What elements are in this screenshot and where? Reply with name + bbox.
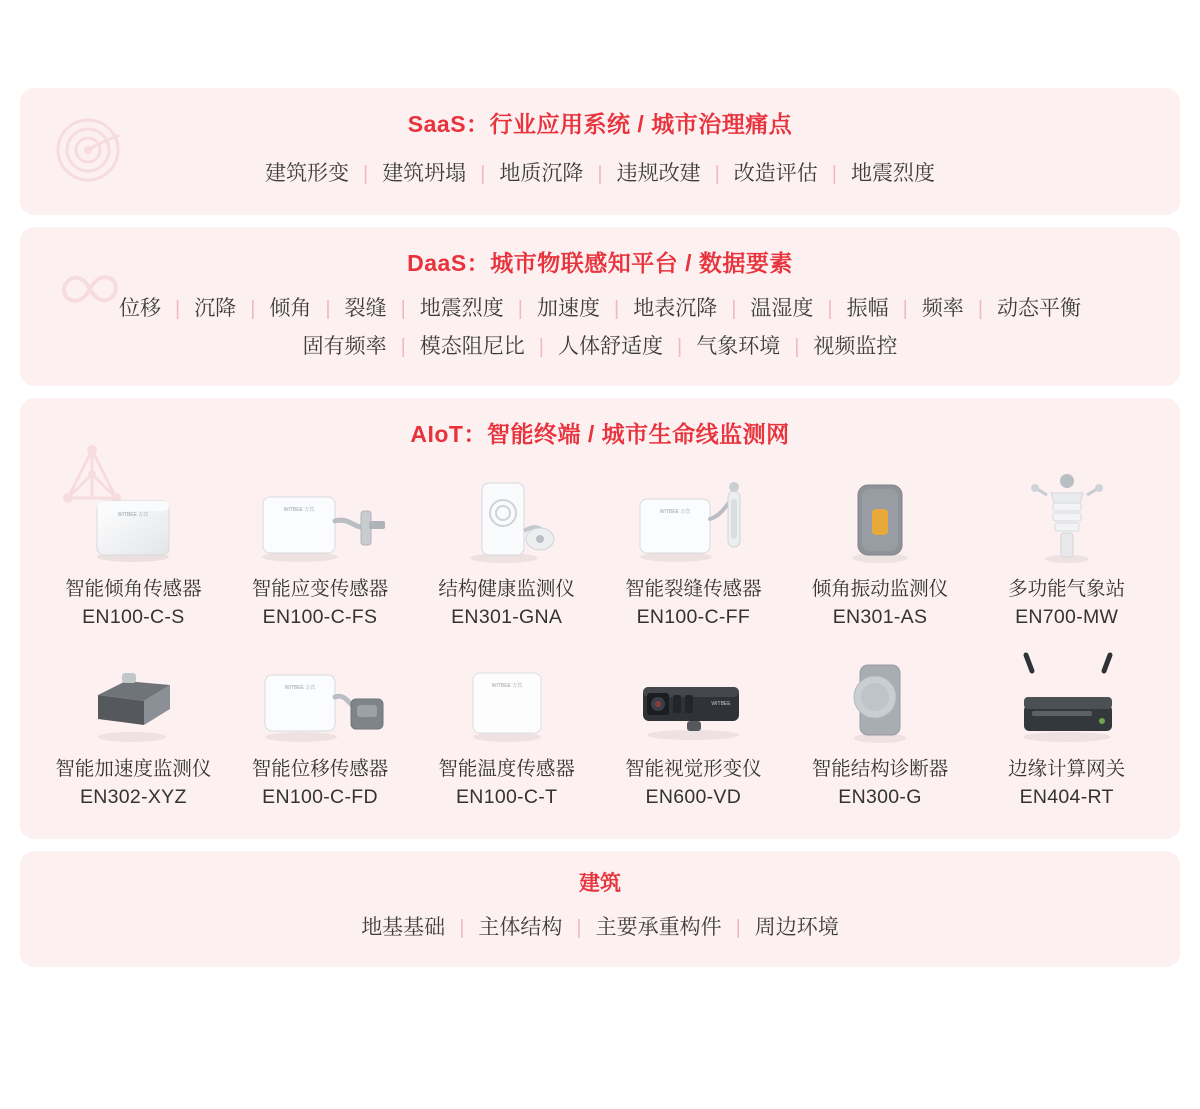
device-model: EN600-VD: [645, 786, 742, 808]
device-model: EN100-C-T: [456, 786, 558, 808]
separator: |: [902, 298, 908, 320]
separator: |: [827, 298, 833, 320]
device-model: EN301-GNA: [451, 606, 563, 628]
saas-tag-row: [20, 145, 1180, 215]
device-card[interactable]: [787, 465, 974, 639]
separator: |: [735, 917, 741, 939]
layer-title-cn: 城市物联感知平台 / 数据要素: [490, 250, 793, 276]
grey-module-amber-icon: [789, 469, 972, 565]
layer-title-daas: [20, 227, 1180, 284]
tag-item: 主体结构: [478, 916, 563, 939]
separator: |: [400, 298, 406, 320]
device-card[interactable]: [227, 645, 414, 819]
daas-tag-row-1: [20, 284, 1180, 328]
layer-title-cn: 智能终端 / 城市生命线监测网: [486, 421, 790, 447]
layer-title-saas: [20, 88, 1180, 145]
tag-item: 沉降: [194, 297, 237, 320]
device-name: 倾角振动监测仪: [811, 578, 949, 600]
device-name: 多功能气象站: [1008, 578, 1126, 600]
device-card[interactable]: [413, 645, 600, 819]
tag-item: 温湿度: [750, 297, 814, 320]
tag-item: 周边环境: [754, 916, 839, 939]
separator: |: [614, 298, 620, 320]
svg-text:WITBEE 万宾: WITBEE 万宾: [284, 685, 316, 691]
strain-sensor-arm-icon: [229, 469, 412, 565]
device-name: 智能倾角传感器: [65, 578, 202, 600]
round-dial-module-icon: [789, 649, 972, 745]
device-model: EN100-C-S: [82, 606, 185, 628]
tag-item: 地质沉降: [499, 162, 584, 185]
separator: |: [250, 298, 256, 320]
flat-square-sensor-icon: [42, 469, 225, 565]
separator: |: [794, 336, 800, 358]
tag-item: 裂缝: [344, 297, 387, 320]
device-model: EN100-C-FD: [262, 786, 378, 808]
bullet-camera-icon: [602, 649, 785, 745]
svg-text:WITBEE 万宾: WITBEE 万宾: [660, 509, 691, 515]
tag-item: 改造评估: [733, 162, 818, 185]
device-name: 智能温度传感器: [438, 758, 575, 780]
device-card[interactable]: [600, 465, 787, 639]
separator: |: [400, 336, 406, 358]
separator: |: [576, 917, 582, 939]
separator: |: [480, 163, 486, 185]
crack-sensor-rod-icon: [602, 469, 785, 565]
separator: |: [977, 298, 984, 320]
tag-item: 倾角: [269, 297, 312, 320]
layer-title-en: AIoT：: [410, 421, 487, 447]
separator: |: [677, 336, 683, 358]
svg-text:WITBEE 万宾: WITBEE 万宾: [283, 507, 315, 513]
separator: |: [325, 298, 331, 320]
weather-station-icon: [975, 469, 1158, 565]
layer-daas: [20, 227, 1180, 386]
layer-title-en: DaaS：: [407, 250, 491, 276]
separator: |: [362, 163, 369, 185]
tag-item: 视频监控: [813, 335, 898, 358]
separator: |: [538, 336, 544, 358]
tag-item: 建筑形变: [264, 162, 349, 185]
tag-item: 主要承重构件: [595, 916, 722, 939]
layer-building: [20, 851, 1180, 967]
tag-item: 位移: [118, 297, 161, 320]
tag-item: 频率: [921, 297, 964, 320]
device-card[interactable]: [413, 465, 600, 639]
layer-title-aiot: [20, 398, 1180, 455]
device-card[interactable]: [600, 645, 787, 819]
tag-item: 建筑坍塌: [382, 162, 467, 185]
layer-aiot: [20, 398, 1180, 839]
layer-title-building: 建筑: [579, 872, 621, 895]
svg-text:WITBEE 万宾: WITBEE 万宾: [491, 683, 522, 689]
device-name: 智能位移传感器: [251, 758, 389, 780]
device-name: 智能视觉形变仪: [625, 758, 762, 780]
device-model: EN302-XYZ: [79, 786, 187, 808]
separator: |: [517, 298, 523, 320]
tag-item: 地震烈度: [419, 297, 504, 320]
device-card[interactable]: [973, 645, 1160, 819]
separator: |: [174, 298, 181, 320]
temp-panel-icon: [415, 649, 598, 745]
device-model: EN300-G: [838, 786, 922, 808]
tag-item: 地表沉降: [633, 297, 718, 320]
device-name: 智能应变传感器: [251, 578, 389, 600]
device-name: 智能结构诊断器: [811, 758, 949, 780]
tag-item: 模态阻尼比: [419, 335, 525, 358]
svg-text:WITBEE 万宾: WITBEE 万宾: [118, 512, 149, 518]
tag-item: 地基基础: [361, 916, 446, 939]
device-card[interactable]: [973, 465, 1160, 639]
gateway-router-icon: [975, 649, 1158, 745]
device-name: 智能加速度监测仪: [55, 758, 212, 780]
tag-item: 人体舒适度: [558, 335, 663, 358]
svg-text:WITBEE: WITBEE: [711, 701, 731, 707]
device-model: EN301-AS: [832, 606, 928, 628]
device-card[interactable]: [40, 465, 227, 639]
device-model: EN404-RT: [1019, 786, 1114, 808]
separator: |: [597, 163, 603, 185]
device-card[interactable]: [787, 645, 974, 819]
device-model: EN700-MW: [1015, 606, 1119, 628]
device-model: EN100-C-FS: [262, 606, 378, 628]
device-card[interactable]: [227, 465, 414, 639]
separator: |: [714, 163, 720, 185]
tag-item: 地震烈度: [851, 162, 935, 185]
upright-box-dish-icon: [415, 469, 598, 565]
separator: |: [731, 298, 737, 320]
device-name: 智能裂缝传感器: [625, 578, 762, 600]
tag-item: 动态平衡: [997, 297, 1082, 320]
layer-saas: [20, 88, 1180, 215]
daas-tag-row-2: [20, 328, 1180, 386]
layer-title-en: SaaS：: [407, 111, 490, 137]
device-name: 边缘计算网关: [1008, 758, 1126, 780]
displacement-sensor-icon: [229, 649, 412, 745]
device-name: 结构健康监测仪: [438, 578, 575, 600]
separator: |: [831, 163, 837, 185]
accel-block-icon: [42, 649, 225, 745]
tag-item: 振幅: [846, 297, 889, 320]
tag-item: 加速度: [537, 297, 600, 320]
tag-item: 固有频率: [302, 335, 387, 358]
device-grid: [20, 455, 1180, 839]
separator: |: [459, 917, 465, 939]
layer-title-cn: 行业应用系统 / 城市治理痛点: [489, 111, 793, 137]
tag-item: 气象环境: [696, 335, 781, 358]
tag-item: 违规改建: [616, 162, 701, 185]
device-card[interactable]: [40, 645, 227, 819]
device-model: EN100-C-FF: [636, 606, 751, 628]
building-tag-row: [20, 901, 1180, 967]
